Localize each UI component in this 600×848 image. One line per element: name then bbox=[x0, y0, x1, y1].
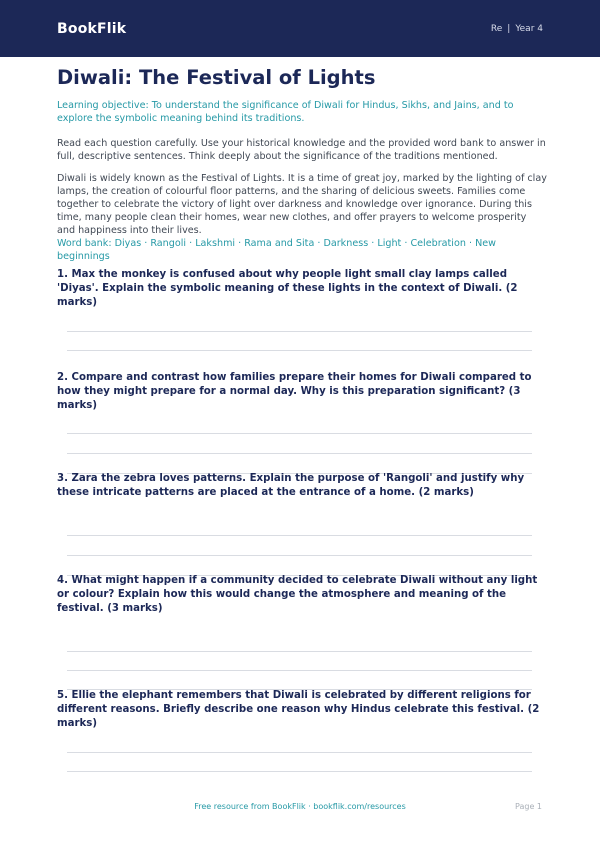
meta-separator: | bbox=[507, 23, 511, 34]
question-4 bbox=[57, 574, 547, 616]
answer-line[interactable] bbox=[67, 555, 532, 556]
question-3 bbox=[57, 472, 547, 500]
instructions: Read each question carefully. Use your historical knowledge and the provided word bank to answer in full, descriptive sentences. Think deeply about the significance of the traditions mentioned. bbox=[57, 138, 546, 162]
question-text: 2. Compare and contrast how families prepare their homes for Diwali compared to how they might prepare for a normal day. Why is this preparation significant? (3 marks) bbox=[57, 372, 532, 411]
answer-line[interactable] bbox=[67, 535, 532, 536]
question-1 bbox=[57, 268, 547, 310]
answer-line[interactable] bbox=[67, 350, 532, 351]
word-bank: Word bank: Diyas · Rangoli · Lakshmi · Rama and Sita · Darkness · Light · Celebration · New beginnings bbox=[57, 238, 496, 262]
page-title: Diwali: The Festival of Lights bbox=[57, 66, 376, 89]
answer-line[interactable] bbox=[67, 771, 532, 772]
answer-line[interactable] bbox=[67, 453, 532, 454]
year-label: Year 4 bbox=[515, 23, 543, 34]
question-5 bbox=[57, 689, 547, 731]
learning-objective: Learning objective: To understand the significance of Diwali for Hindus, Sikhs, and Jains, and to explore the symbolic meaning behind its traditions. bbox=[57, 100, 514, 124]
footer bbox=[0, 802, 600, 814]
footer-link[interactable]: Free resource from BookFlik · bookflik.com/resources bbox=[194, 802, 406, 811]
subject-label: Re bbox=[490, 23, 503, 34]
header-bar bbox=[0, 0, 600, 57]
question-text: 4. What might happen if a community decided to celebrate Diwali without any light or colour? Explain how this would change the atmosphere and meaning of the festival. (3 marks) bbox=[57, 575, 538, 614]
answer-line[interactable] bbox=[67, 752, 532, 753]
answer-line[interactable] bbox=[67, 331, 532, 332]
question-text: 3. Zara the zebra loves patterns. Explain the purpose of 'Rangoli' and justify why these intricate patterns are placed at the entrance of a home. (2 marks) bbox=[57, 473, 525, 498]
answer-line[interactable] bbox=[67, 433, 532, 434]
page-number: Page 1 bbox=[515, 802, 542, 811]
intro-paragraph: Diwali is widely known as the Festival of Lights. It is a time of great joy, marked by the lighting of clay lamps, the creation of colourful floor patterns, and the sharing of delicious sweets. Families come together to celebrate the victory of light over darkness and knowledge over ignorance. During this time, many people clean their homes, wear new clothes, and offer prayers to welcome prosperity and happiness into their lives. bbox=[57, 173, 547, 236]
question-text: 5. Ellie the elephant remembers that Diwali is celebrated by different religions for different reasons. Briefly describe one reason why Hindus celebrate this festival. (2 marks) bbox=[57, 690, 540, 729]
answer-line[interactable] bbox=[67, 651, 532, 652]
brand-logo[interactable]: BookFlik bbox=[57, 20, 127, 37]
header-meta bbox=[491, 24, 543, 34]
question-2 bbox=[57, 371, 547, 413]
question-text: 1. Max the monkey is confused about why people light small clay lamps called 'Diyas'. Explain the symbolic meaning of these lights in the context of Diwali. (2 marks) bbox=[57, 269, 518, 308]
answer-line[interactable] bbox=[67, 670, 532, 671]
